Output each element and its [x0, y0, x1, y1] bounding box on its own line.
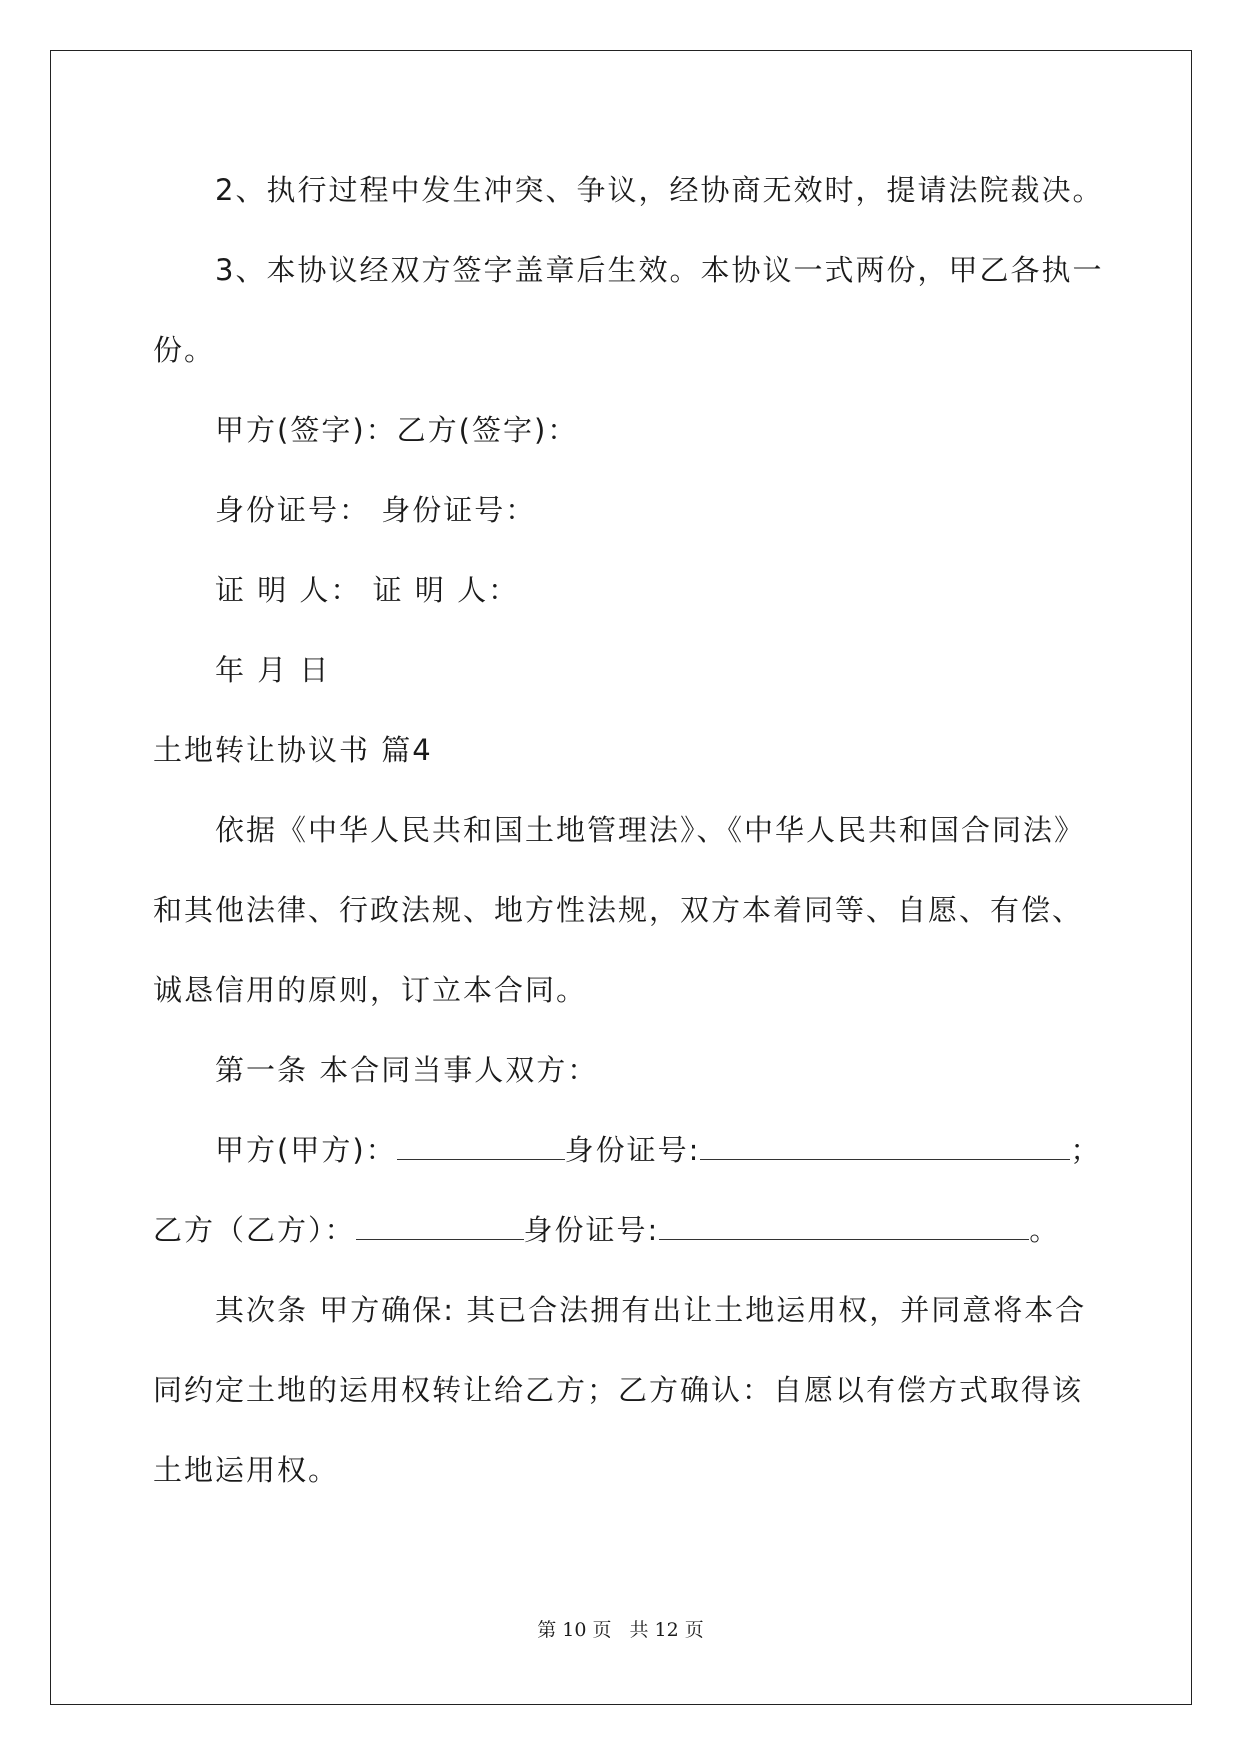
page-suffix: 页	[592, 1619, 612, 1641]
party-a-id-blank[interactable]	[700, 1135, 1070, 1160]
party-b-label: 乙方（乙方）：	[153, 1213, 356, 1247]
total-suffix: 页	[684, 1619, 704, 1641]
party-b-id-label: 身份证号:	[523, 1213, 660, 1247]
basis-line1: 依据《中华人民共和国土地管理法》、《中华人民共和国合同法》	[215, 813, 1086, 847]
basis-line3: 诚恳信用的原则，订立本合同。	[153, 973, 588, 1007]
article-two-line3: 土地运用权。	[153, 1453, 340, 1487]
party-a-id-label: 身份证号:	[564, 1133, 701, 1167]
page-number: 10	[562, 1619, 587, 1641]
party-a-name-blank[interactable]	[397, 1135, 565, 1160]
section-title: 土地转让协议书 篇4	[153, 733, 433, 767]
page-footer	[0, 1618, 1241, 1642]
paragraph-dispute: 2、执行过程中发生冲突、争议，经协商无效时，提请法院裁决。	[215, 173, 1104, 207]
paragraph-effect-line2: 份。	[153, 333, 216, 367]
page-prefix: 第	[537, 1619, 557, 1641]
witness-line: 证 明 人： 证 明 人：	[215, 573, 520, 607]
party-a-end: ；	[1070, 1133, 1102, 1167]
party-b-line	[153, 1212, 1060, 1248]
signature-line: 甲方(签字)：乙方(签字)：	[215, 413, 579, 447]
party-a-line	[215, 1132, 1101, 1168]
total-prefix: 共	[629, 1619, 649, 1641]
party-b-id-blank[interactable]	[659, 1215, 1029, 1240]
party-a-label: 甲方(甲方)：	[215, 1133, 397, 1167]
basis-line2: 和其他法律、行政法规、地方性法规，双方本着同等、自愿、有偿、	[153, 893, 1084, 927]
party-b-end: 。	[1029, 1213, 1061, 1247]
party-b-name-blank[interactable]	[356, 1215, 524, 1240]
page-indicator	[534, 1619, 614, 1641]
total-number: 12	[654, 1619, 679, 1641]
article-two-line2: 同约定土地的运用权转让给乙方；乙方确认：自愿以有偿方式取得该	[153, 1373, 1084, 1407]
paragraph-effect-line1: 3、本协议经双方签字盖章后生效。本协议一式两份，甲乙各执一	[215, 253, 1104, 287]
total-pages	[627, 1619, 707, 1641]
date-line: 年 月 日	[215, 653, 331, 687]
article-one: 第一条 本合同当事人双方：	[215, 1053, 599, 1087]
id-number-line: 身份证号： 身份证号：	[215, 493, 537, 527]
article-two-line1: 其次条 甲方确保: 其已合法拥有出让土地运用权，并同意将本合	[215, 1293, 1087, 1327]
